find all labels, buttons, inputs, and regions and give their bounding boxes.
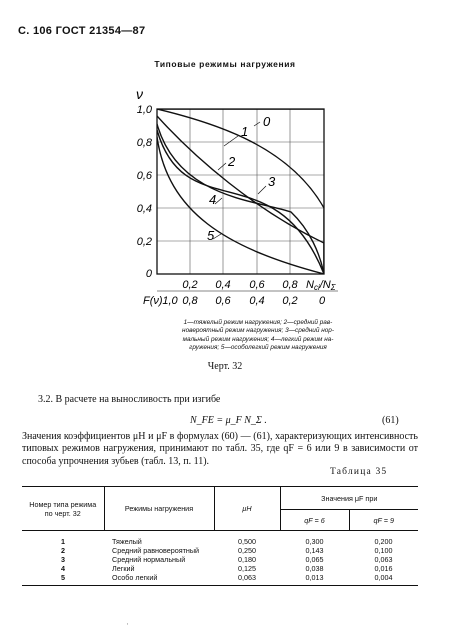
x-tick-labels-bottom	[162, 295, 326, 307]
cell-num: 5	[61, 573, 65, 582]
curve-number-labels	[207, 114, 276, 243]
curve-label-5: 5	[207, 228, 215, 243]
figure-label: Черт. 32	[207, 361, 243, 372]
cell-q6: 0,300	[305, 537, 324, 546]
formula-61: N_FE = μ_F N_Σ .	[190, 415, 267, 426]
table-row	[22, 531, 418, 547]
cell-mu-h: 0,500	[238, 537, 256, 546]
y-tick: 0,6	[136, 170, 152, 182]
col-header-load-mode: Режимы нагружения	[104, 487, 214, 531]
caption-line: новероятный режим нагружения; 3—средний нор-	[182, 327, 334, 335]
cell-mode: Особо легкий	[112, 573, 158, 582]
table-row	[22, 573, 418, 586]
x-tick-labels-top	[182, 279, 298, 291]
cell-mu-h: 0,063	[238, 573, 256, 582]
y-tick: 0,2	[136, 236, 152, 248]
cell-mu-h: 0,250	[238, 546, 256, 555]
x-axis-label: Nci/NΣ	[306, 279, 336, 292]
cell-q9: 0,200	[374, 537, 393, 546]
x-tick-bottom: 1,0	[162, 295, 178, 307]
curve-label-1: 1	[241, 124, 249, 139]
load-modes-figure	[0, 78, 450, 318]
col-header-mu-h: μH	[214, 487, 280, 531]
caption-line: 1—тяжелый режим нагружения; 2—средний рав-	[183, 319, 333, 326]
y-tick: 0,4	[136, 203, 152, 215]
bottom-row-label: F(ν)	[143, 295, 163, 307]
figure-caption	[158, 319, 358, 352]
y-tick: 0	[145, 268, 152, 280]
y-tick: 0,8	[136, 137, 152, 149]
table-caption: Таблица 35	[330, 467, 388, 477]
cell-mode: Средний равновероятный	[112, 546, 200, 555]
paragraph-coefficients: Значения коэффициентов μH и μF в формулах (60) — (61), характеризующих интенсивность типовых режимов нагружения, принимают по табл. 35, где qF = 6 или 9 в зависимости от способа упрочнения зубьев (табл. 13, п. 11).	[22, 431, 418, 467]
curve-label-2: 2	[228, 154, 236, 169]
x-tick-top: 0,2	[182, 279, 198, 291]
cell-q9: 0,016	[374, 564, 393, 573]
table-35	[22, 486, 418, 586]
curve-label-3: 3	[268, 174, 276, 189]
cell-mode: Средний нормальный	[112, 555, 186, 564]
col-header-q9: qF = 9	[373, 515, 394, 525]
x-tick-bottom: 0	[318, 295, 326, 307]
x-tick-top: 0,6	[249, 279, 265, 291]
x-tick-top: 0,4	[215, 279, 231, 291]
col-header-mu-f-group: Значения μF при	[280, 487, 418, 510]
x-tick-bottom: 0,6	[215, 295, 231, 307]
cell-num: 2	[61, 546, 65, 555]
cell-mu-h: 0,125	[238, 564, 256, 573]
col-header-mode-number: Номер типа режима по черт. 32	[22, 487, 104, 531]
cell-mode: Легкий	[112, 564, 135, 573]
cell-q6: 0,013	[305, 573, 324, 582]
figure-title: Типовые режимы нагружения	[154, 59, 296, 69]
y-tick-labels	[137, 104, 153, 280]
curve-label-4: 4	[209, 192, 217, 207]
x-tick-bottom: 0,8	[182, 295, 198, 307]
curve-label-0: 0	[263, 114, 271, 129]
cell-num: 1	[61, 537, 65, 546]
cell-q9: 0,004	[374, 573, 393, 582]
cell-q9: 0,063	[374, 555, 393, 564]
curve-4	[157, 130, 324, 274]
x-tick-top: 0,8	[282, 279, 298, 291]
x-tick-bottom: 0,4	[249, 295, 265, 307]
x-tick-bottom: 0,2	[282, 295, 298, 307]
page-footer-mark: ·	[126, 619, 129, 629]
cell-mu-h: 0,180	[238, 555, 256, 564]
y-tick: 1,0	[136, 104, 152, 116]
y-axis-symbol: ν	[136, 86, 143, 102]
curve-5	[157, 137, 324, 274]
cell-q9: 0,100	[374, 546, 393, 555]
cell-mode: Тяжелый	[112, 537, 142, 546]
cell-q6: 0,065	[305, 555, 324, 564]
cell-num: 3	[61, 555, 65, 564]
table-row	[22, 564, 418, 573]
cell-num: 4	[61, 564, 65, 573]
caption-line: гружения; 5—особолегкий режим нагружения	[189, 343, 327, 351]
page-header: С. 106 ГОСТ 21354—87	[18, 25, 146, 37]
col-header-q6: qF = 6	[280, 510, 349, 531]
paragraph-3-2: 3.2. В расчете на выносливость при изгибе	[38, 394, 221, 405]
formula-number: (61)	[382, 415, 399, 426]
cell-q6: 0,038	[305, 564, 324, 573]
cell-q6: 0,143	[305, 546, 324, 555]
table-row	[22, 546, 418, 555]
caption-line: мальный режим нагружения; 4—легкий режим на-	[182, 335, 334, 343]
table-row	[22, 555, 418, 564]
